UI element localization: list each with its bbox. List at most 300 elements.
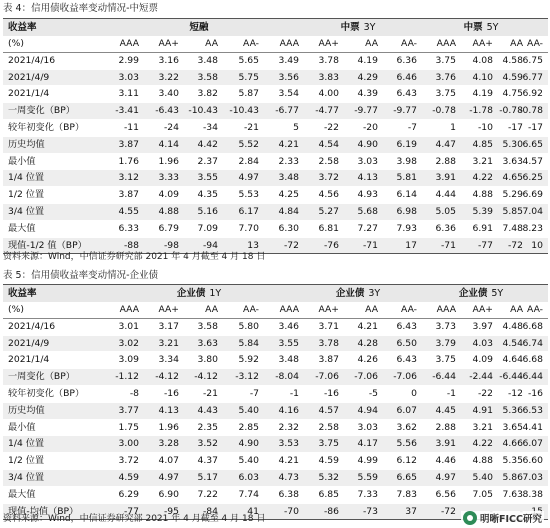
table-cell: -5	[368, 387, 378, 399]
table-cell: 5.81	[396, 172, 417, 184]
table-cell: 4.99	[357, 455, 378, 467]
table-cell: 4.58	[502, 54, 523, 66]
table-cell: 1.96	[158, 421, 179, 433]
table-cell: 6.90	[158, 488, 179, 500]
table-cell: 6.46	[396, 71, 417, 83]
table-cell: 4.17	[357, 438, 378, 450]
table-cell: 5.86	[502, 471, 523, 483]
table-cell: 4.26	[357, 354, 378, 366]
table-cell: 5.17	[197, 471, 218, 483]
table-row	[3, 53, 548, 70]
row-label: 最大值	[8, 222, 36, 234]
table-cell: 6.77	[522, 71, 543, 83]
table-cell: 4.19	[357, 54, 378, 66]
group-name: 中票	[463, 22, 483, 33]
table-cell: 4.25	[278, 189, 299, 201]
table-cell: -10.43	[188, 105, 218, 117]
table-cell: 3.83	[318, 71, 339, 83]
table-cell: 3.75	[435, 88, 456, 100]
rating-header: AA-	[243, 304, 259, 315]
table-cell: 4.90	[357, 138, 378, 150]
table-cell: 6.38	[278, 488, 299, 500]
table-row	[3, 154, 548, 171]
row-label: 3/4 位置	[8, 205, 45, 217]
table-cell: 4.07	[158, 455, 179, 467]
table-row	[3, 221, 548, 238]
rating-header: AA+	[472, 38, 493, 49]
table-cell: -17	[527, 121, 543, 133]
table-cell: 4.66	[502, 438, 523, 450]
table-cell: 3.75	[435, 354, 456, 366]
rating-header: AA-	[243, 38, 259, 49]
table-cell: 3.16	[158, 54, 179, 66]
table-cell: 3.63	[197, 337, 218, 349]
table-cell: -0.78	[499, 105, 523, 117]
rating-header: AA-	[401, 304, 417, 315]
table-cell: 7.33	[357, 488, 378, 500]
table-cell: -4.12	[155, 371, 179, 383]
table-cell: 3.82	[197, 88, 218, 100]
table-cell: -71	[362, 239, 378, 251]
group-tenor: 3Y	[368, 288, 381, 299]
table-row	[3, 103, 548, 120]
table-cell: -77	[477, 239, 493, 251]
table-cell: -7.06	[354, 371, 378, 383]
table-cell: 6.07	[396, 404, 417, 416]
table-cell: 5.32	[318, 471, 339, 483]
table-cell: 4.94	[357, 404, 378, 416]
table-cell: 3.48	[278, 172, 299, 184]
table-cell: 3.03	[357, 155, 378, 167]
table-cell: -1.78	[469, 105, 493, 117]
table-cell: -9.77	[354, 105, 378, 117]
table-cell: 5.27	[318, 205, 339, 217]
table-cell: 5.65	[238, 54, 259, 66]
table-cell: -22	[477, 387, 493, 399]
table-cell: 5.59	[357, 471, 378, 483]
row-label: 2021/4/16	[8, 54, 56, 66]
table-cell: 3.21	[158, 337, 179, 349]
table-cell: 7.93	[396, 222, 417, 234]
table-cell: 4.75	[502, 88, 523, 100]
table-cell: 2.32	[278, 421, 299, 433]
table-cell: 4.85	[472, 138, 493, 150]
table-cell: 3.00	[118, 438, 139, 450]
table-cell: 6.65	[396, 471, 417, 483]
table-cell: 6.81	[318, 222, 339, 234]
table-cell: 3.78	[318, 337, 339, 349]
table-cell: 6.65	[522, 138, 543, 150]
table-cell: -70	[283, 505, 299, 517]
table-cell: 6.17	[238, 205, 259, 217]
table-cell: 6.33	[118, 222, 139, 234]
table-cell: 4.14	[158, 138, 179, 150]
table-cell: -1.12	[115, 371, 139, 383]
table-cell: 3.78	[318, 54, 339, 66]
group-header	[441, 285, 521, 302]
row-label: 较年初变化（BP）	[8, 121, 85, 133]
table-cell: 6.79	[158, 222, 179, 234]
table-cell: 5.52	[238, 138, 259, 150]
table4-caption: 表 4：信用债收益率变动情况-中短票	[3, 3, 158, 14]
rating-header: AAA	[119, 304, 139, 315]
table-cell: 4.00	[318, 88, 339, 100]
table-cell: 7.48	[502, 222, 523, 234]
table-cell: 6.36	[396, 54, 417, 66]
table-cell: 3.12	[118, 172, 139, 184]
table-cell: 7.04	[522, 205, 543, 217]
table-cell: 7.70	[238, 222, 259, 234]
table-cell: 4.84	[278, 205, 299, 217]
table-cell: 3.03	[118, 71, 139, 83]
rating-header: AA+	[318, 38, 339, 49]
table-row	[3, 86, 548, 103]
table-cell: -72	[283, 239, 299, 251]
rating-header: AAA	[436, 38, 456, 49]
table-cell: 2.58	[318, 155, 339, 167]
table-cell: -34	[202, 121, 218, 133]
table-row	[3, 453, 548, 470]
table-cell: 5.85	[502, 205, 523, 217]
table-cell: 6.56	[435, 488, 456, 500]
table-cell: 3.22	[158, 71, 179, 83]
table-cell: 4.19	[472, 88, 493, 100]
table-cell: 2.88	[435, 155, 456, 167]
watermark	[461, 511, 544, 525]
table-cell: 4.16	[278, 404, 299, 416]
table4	[3, 18, 548, 254]
table-cell: 6.29	[118, 488, 139, 500]
row-label: 3/4 位置	[8, 471, 45, 483]
table-cell: 4.03	[472, 337, 493, 349]
row-label: 1/2 位置	[8, 189, 45, 201]
table-cell: 3.63	[502, 155, 523, 167]
table-cell: 5.05	[435, 205, 456, 217]
row-label: 2021/1/4	[8, 88, 50, 100]
table-cell: 6.53	[522, 404, 543, 416]
rating-header: AA+	[472, 304, 493, 315]
table-cell: -24	[163, 121, 179, 133]
rating-header: AA	[510, 304, 523, 315]
table-cell: 3.87	[118, 189, 139, 201]
table-cell: 4.64	[502, 354, 523, 366]
table-cell: -22	[323, 121, 339, 133]
table-row	[3, 204, 548, 221]
row-label: 最大值	[8, 488, 36, 500]
table-cell: 4.90	[238, 438, 259, 450]
watermark-text: 明晰FICC研究	[480, 514, 542, 525]
group-tenor: 3Y	[363, 22, 376, 33]
rating-header: AA-	[527, 304, 543, 315]
group-tenor: 5Y	[486, 22, 499, 33]
table-cell: 6.43	[396, 320, 417, 332]
table5-source-note: 资料来源：Wind，中信证券研究部 2021 年 4 月截至 4 月 18 日	[3, 514, 266, 524]
table-cell: 2.84	[238, 155, 259, 167]
table4-source-note: 资料来源：Wind，中信证券研究部 2021 年 4 月截至 4 月 18 日	[3, 252, 266, 262]
table-cell: 6.12	[396, 455, 417, 467]
table-cell: 6.98	[396, 205, 417, 217]
table-cell: 6.68	[522, 320, 543, 332]
group-name: 企业债	[176, 288, 206, 299]
table-cell: 3.46	[278, 320, 299, 332]
table-cell: 3.54	[278, 88, 299, 100]
table-cell: 4.59	[502, 71, 523, 83]
table-cell: 3.34	[158, 354, 179, 366]
table-cell: 1	[450, 121, 456, 133]
table-cell: 4.47	[435, 138, 456, 150]
table-cell: 4.55	[118, 205, 139, 217]
table-cell: 37	[405, 505, 417, 517]
table-cell: 4.41	[522, 421, 543, 433]
table-cell: -77	[123, 505, 139, 517]
table-cell: 5	[293, 121, 299, 133]
table-cell: 4.35	[197, 189, 218, 201]
table-cell: 4.44	[435, 189, 456, 201]
table5-caption: 表 5：信用债收益率变动情况-企业债	[3, 270, 158, 281]
table-cell: 4.59	[318, 455, 339, 467]
rating-header: AAA	[279, 304, 299, 315]
table-cell: 7.22	[197, 488, 218, 500]
table-cell: 5.56	[396, 438, 417, 450]
table-cell: 3.11	[118, 88, 139, 100]
table-cell: -16	[527, 387, 543, 399]
table-row	[3, 386, 548, 403]
table-cell: 3.56	[278, 71, 299, 83]
table-cell: 4.21	[278, 455, 299, 467]
table-cell: 2.88	[435, 421, 456, 433]
table-cell: 4.65	[502, 172, 523, 184]
table-cell: -73	[362, 505, 378, 517]
table-cell: 6.68	[522, 354, 543, 366]
table-header	[3, 284, 548, 302]
table-cell: 4.54	[318, 138, 339, 150]
table-cell: 4.56	[318, 189, 339, 201]
table-cell: 4.73	[278, 471, 299, 483]
table-cell: 4.37	[197, 455, 218, 467]
row-label: 2021/4/9	[8, 337, 50, 349]
table-cell: 4.43	[197, 404, 218, 416]
units-label: (%)	[8, 304, 24, 315]
table-cell: 5.92	[238, 354, 259, 366]
table-cell: 3.01	[118, 320, 139, 332]
table-cell: -8.04	[275, 371, 299, 383]
row-label: 2021/4/16	[8, 320, 56, 332]
table-cell: 3.79	[435, 337, 456, 349]
table-cell: -1	[446, 387, 456, 399]
table-cell: -7	[407, 121, 417, 133]
table-cell: 4.59	[118, 471, 139, 483]
table-cell: 3.91	[435, 438, 456, 450]
table-cell: 1.76	[118, 155, 139, 167]
table-cell: -72	[507, 239, 523, 251]
table-cell: 5.40	[472, 471, 493, 483]
group-header	[441, 19, 521, 36]
table-cell: 6.85	[318, 488, 339, 500]
table-cell: 3.21	[472, 155, 493, 167]
rating-header: AA-	[401, 38, 417, 49]
table-cell: -6.44	[519, 371, 543, 383]
table-cell: 3.87	[118, 138, 139, 150]
table-cell: 6.43	[396, 88, 417, 100]
table-cell: -0.78	[519, 105, 543, 117]
table-cell: 6.07	[522, 438, 543, 450]
table-cell: 41	[247, 505, 259, 517]
rating-header: AA+	[318, 304, 339, 315]
table-cell: 10	[531, 239, 543, 251]
table-row	[3, 487, 548, 504]
table-cell: -98	[163, 239, 179, 251]
row-label: 较年初变化（BP）	[8, 387, 85, 399]
table-row	[3, 369, 548, 386]
table-cell: 6.30	[278, 222, 299, 234]
table-cell: -4.12	[194, 371, 218, 383]
table-cell: 3.28	[158, 438, 179, 450]
table-cell: -3.41	[115, 105, 139, 117]
group-name: 中票	[340, 22, 360, 33]
table-cell: 3.17	[158, 320, 179, 332]
table-cell: 8.23	[522, 222, 543, 234]
table-cell: 4.22	[472, 172, 493, 184]
table-cell: 5.40	[238, 404, 259, 416]
table-cell: 4.39	[357, 88, 378, 100]
table-cell: -16	[163, 387, 179, 399]
table-cell: -12	[507, 387, 523, 399]
table-cell: -7	[249, 387, 259, 399]
table-cell: 17	[405, 239, 417, 251]
table-cell: 3.48	[197, 54, 218, 66]
table-cell: 3.98	[396, 155, 417, 167]
table-cell: 3.80	[197, 354, 218, 366]
table-cell: 5.35	[502, 455, 523, 467]
table-cell: -21	[202, 387, 218, 399]
units-label: (%)	[8, 38, 24, 49]
table-cell: 1.75	[118, 421, 139, 433]
table-cell: 7.63	[502, 488, 523, 500]
table-row	[3, 420, 548, 437]
rating-header: AAA	[279, 38, 299, 49]
table-cell: -8	[129, 387, 139, 399]
table-row	[3, 352, 548, 369]
table-cell: 4.57	[318, 404, 339, 416]
table-cell: 3.71	[318, 320, 339, 332]
row-label: 现值-1/2 值（BP）	[8, 239, 87, 251]
table-row	[3, 120, 548, 137]
table-cell: 6.25	[522, 172, 543, 184]
rating-header: AA-	[527, 38, 543, 49]
table-cell: 6.92	[522, 88, 543, 100]
table-row	[3, 470, 548, 487]
table-cell: 3.58	[197, 320, 218, 332]
table-cell: 2.99	[118, 54, 139, 66]
table-cell: 5.39	[472, 205, 493, 217]
table-cell: 7.05	[472, 488, 493, 500]
table-cell: -76	[323, 239, 339, 251]
table-row	[3, 336, 548, 353]
table-cell: 4.88	[158, 205, 179, 217]
table-cell: 5.87	[238, 88, 259, 100]
table-cell: 7.74	[238, 488, 259, 500]
table-cell: 4.21	[357, 320, 378, 332]
row-label: 一周变化（BP）	[8, 371, 75, 383]
table-cell: 1.96	[158, 155, 179, 167]
table-cell: 4.57	[522, 155, 543, 167]
table-cell: 3.33	[158, 172, 179, 184]
rating-header: AA	[510, 38, 523, 49]
table-row	[3, 403, 548, 420]
table-cell: -95	[163, 505, 179, 517]
table-cell: 6.60	[522, 455, 543, 467]
row-label: 现值-均值（BP）	[8, 505, 79, 517]
row-label: 1/4 位置	[8, 438, 45, 450]
table-cell: 4.97	[238, 172, 259, 184]
table-cell: -7.06	[393, 371, 417, 383]
table-cell: 7.83	[396, 488, 417, 500]
table-cell: 0	[411, 387, 417, 399]
table-cell: 5.68	[357, 205, 378, 217]
rating-header: AA	[205, 304, 218, 315]
table-cell: 5.36	[502, 404, 523, 416]
group-name: 短融	[189, 22, 209, 33]
table-row	[3, 319, 548, 336]
rating-header: AAA	[436, 304, 456, 315]
table-cell: 6.74	[522, 337, 543, 349]
row-label: 历史均值	[8, 404, 45, 416]
table-cell: 7.03	[522, 471, 543, 483]
table-cell: 3.03	[357, 421, 378, 433]
rating-header: AA	[365, 38, 378, 49]
table-cell: 4.45	[435, 404, 456, 416]
table-cell: 7.09	[197, 222, 218, 234]
row-label: 一周变化（BP）	[8, 105, 75, 117]
table-cell: 4.93	[357, 189, 378, 201]
table-cell: 5.53	[238, 189, 259, 201]
row-label: 历史均值	[8, 138, 45, 150]
group-header	[318, 19, 398, 36]
rating-header: AA	[365, 304, 378, 315]
table-cell: -6.43	[155, 105, 179, 117]
wechat-logo-icon	[463, 511, 477, 525]
rating-header: AA	[205, 38, 218, 49]
table-row	[3, 170, 548, 187]
row-label: 2021/1/4	[8, 354, 50, 366]
table-cell: -20	[362, 121, 378, 133]
table-cell: 4.22	[472, 438, 493, 450]
table-cell: 3.77	[118, 404, 139, 416]
table-cell: -6.44	[499, 371, 523, 383]
table-cell: 3.53	[278, 438, 299, 450]
row-label: 最小值	[8, 421, 36, 433]
group-header	[318, 285, 398, 302]
table-cell: -0.78	[432, 105, 456, 117]
table-cell: -88	[123, 239, 139, 251]
table-cell: 3.97	[472, 320, 493, 332]
table-cell: 4.08	[472, 54, 493, 66]
table-row	[3, 137, 548, 154]
table-cell: 4.13	[158, 404, 179, 416]
table-cell: 3.09	[118, 354, 139, 366]
table-cell: 4.97	[158, 471, 179, 483]
table-cell: 3.76	[435, 71, 456, 83]
table-cell: 5.16	[197, 205, 218, 217]
group-name: 企业债	[458, 288, 488, 299]
table-cell: 8.38	[522, 488, 543, 500]
table-cell: 4.46	[435, 455, 456, 467]
table-cell: 3.55	[278, 337, 299, 349]
table-cell: -3.12	[235, 371, 259, 383]
table-cell: 4.54	[502, 337, 523, 349]
table-cell: -16	[323, 387, 339, 399]
table-cell: 3.02	[118, 337, 139, 349]
